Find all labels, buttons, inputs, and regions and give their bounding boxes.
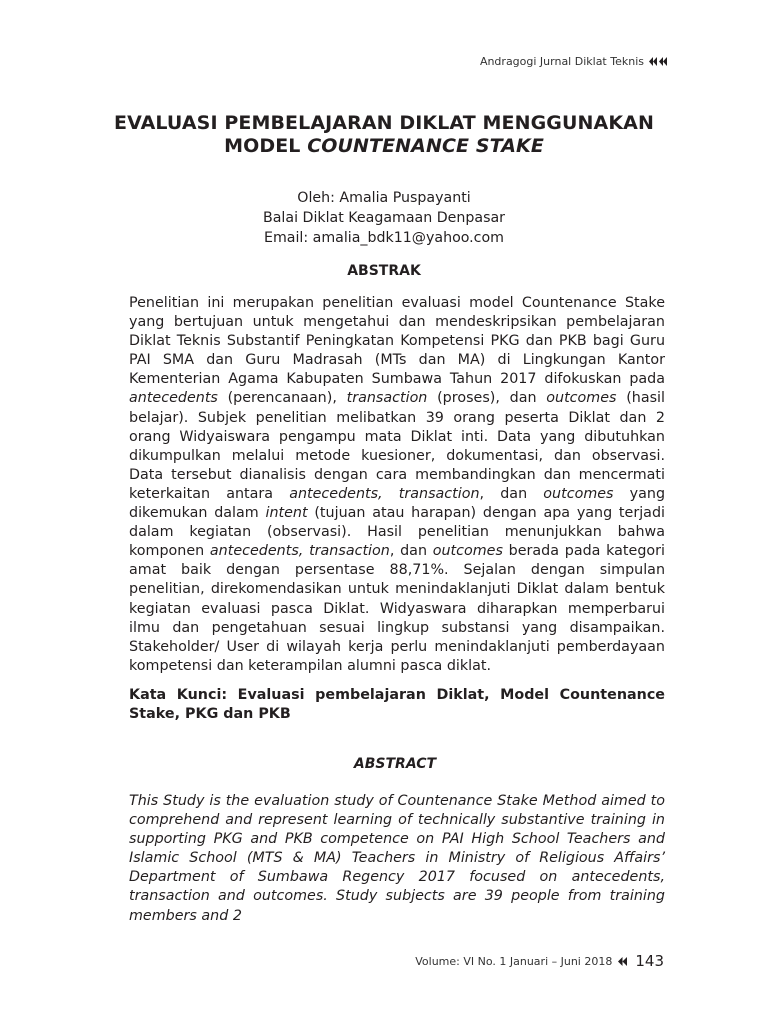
title-line-1: EVALUASI PEMBELAJARAN DIKLAT MENGGUNAKAN [114, 112, 654, 134]
page-footer [415, 952, 664, 970]
abstract-en-heading: ABSTRACT [353, 756, 437, 772]
page-number: 143 [635, 952, 664, 970]
author-block [100, 188, 668, 248]
abstrak-text-run: (tujuan atau harapan) dengan apa yang terjadi dalam kegiatan (observasi). Hasil penelitian menunjukkan bahwa komponen [129, 505, 665, 560]
abstrak-italic-term: antecedents, transaction [209, 543, 390, 560]
abstrak-italic-term: outcomes [546, 390, 617, 407]
abstrak-body [129, 294, 665, 676]
keywords: Kata Kunci: Evaluasi pembelajaran Diklat, Model Countenance Stake, PKG dan PKB [129, 687, 665, 722]
abstrak-text-run: berada pada kategori amat baik dengan persentase 88,71%. Sejalan dengan simpulan penelitian, direkomendasikan untuk menindaklanjuti Diklat dalam bentuk kegiatan evaluasi pasca Diklat. Widyaswara diharapkan memperbarui ilmu dan pengetahuan sesuai lingkup substansi yang disampaikan. Stakeholder/ User di wilayah kerja perlu menindaklanjuti pemberdayaan kompetensi dan keterampilan alumni pasca diklat. [129, 543, 666, 674]
abstrak-italic-term: outcomes [543, 485, 614, 502]
journal-name: Andragogi Jurnal Diklat Teknis [479, 55, 644, 68]
running-head [480, 55, 667, 68]
author-email: Email: amalia_bdk11@yahoo.com [263, 230, 504, 246]
abstrak-italic-term: intent [265, 505, 308, 522]
abstrak-text-run: (perencanaan), [217, 390, 347, 407]
abstrak-italic-term: antecedents [129, 390, 218, 407]
abstrak-text-run: (proses), dan [427, 390, 547, 407]
abstrak-text-run: Penelitian ini merupakan penelitian evaluasi model Countenance Stake yang bertujuan untuk mengetahui dan mendeskripsikan pembelajaran Diklat Teknis Substantif Peningkatan Kompetensi PKG dan PKB bagi Guru PAI SMA dan Guru Madrasah (MTs dan MA) di Lingkungan Kantor Kementerian Agama Kabupaten Sumbawa Tahun 2017 difokuskan pada [129, 295, 665, 388]
abstrak-text-run: , dan [479, 485, 544, 502]
volume-info: Volume: VI No. 1 Januari – Juni 2018 [415, 954, 613, 968]
double-left-arrow-icon [618, 957, 627, 966]
abstrak-text-run: , dan [389, 543, 433, 560]
abstrak-italic-term: outcomes [432, 543, 503, 560]
author-affiliation: Balai Diklat Keagamaan Denpasar [263, 210, 505, 226]
paper-title [100, 112, 668, 158]
double-left-arrow-icon [649, 57, 667, 66]
abstrak-text-run: yang dikemukan dalam [129, 485, 666, 522]
abstrak-text-run: (hasil belajar). Subjek penelitian melibatkan 39 orang peserta Diklat dan 2 orang Widyaiswara pengampu mata Diklat inti. Data yang dibutuhkan dikumpulkan melalui metode kuesioner, dokumentasi, dan observasi. Data tersebut dianalisis dengan cara membandingkan dan mencermati keterkaitan antara [129, 390, 665, 502]
abstrak-heading: ABSTRAK [347, 263, 421, 279]
title-line-2-italic: COUNTENANCE STAKE [307, 135, 544, 157]
title-line-2-prefix: MODEL [224, 135, 301, 157]
abstrak-italic-term: transaction [346, 390, 428, 407]
abstract-en-body: This Study is the evaluation study of Countenance Stake Method aimed to comprehend and represent learning of technically substantive training in supporting PKG and PKB competence on PAI High School Teachers and Islamic School (MTS & MA) Teachers in Ministry of Religious Affairs’ Department of Sumbawa Regency 2017 focused on antecedents, transaction and outcomes. Study subjects are 39 people from training members and 2 [129, 793, 665, 924]
author-name: Oleh: Amalia Puspayanti [297, 190, 471, 206]
abstrak-italic-term: antecedents, transaction [289, 485, 480, 502]
